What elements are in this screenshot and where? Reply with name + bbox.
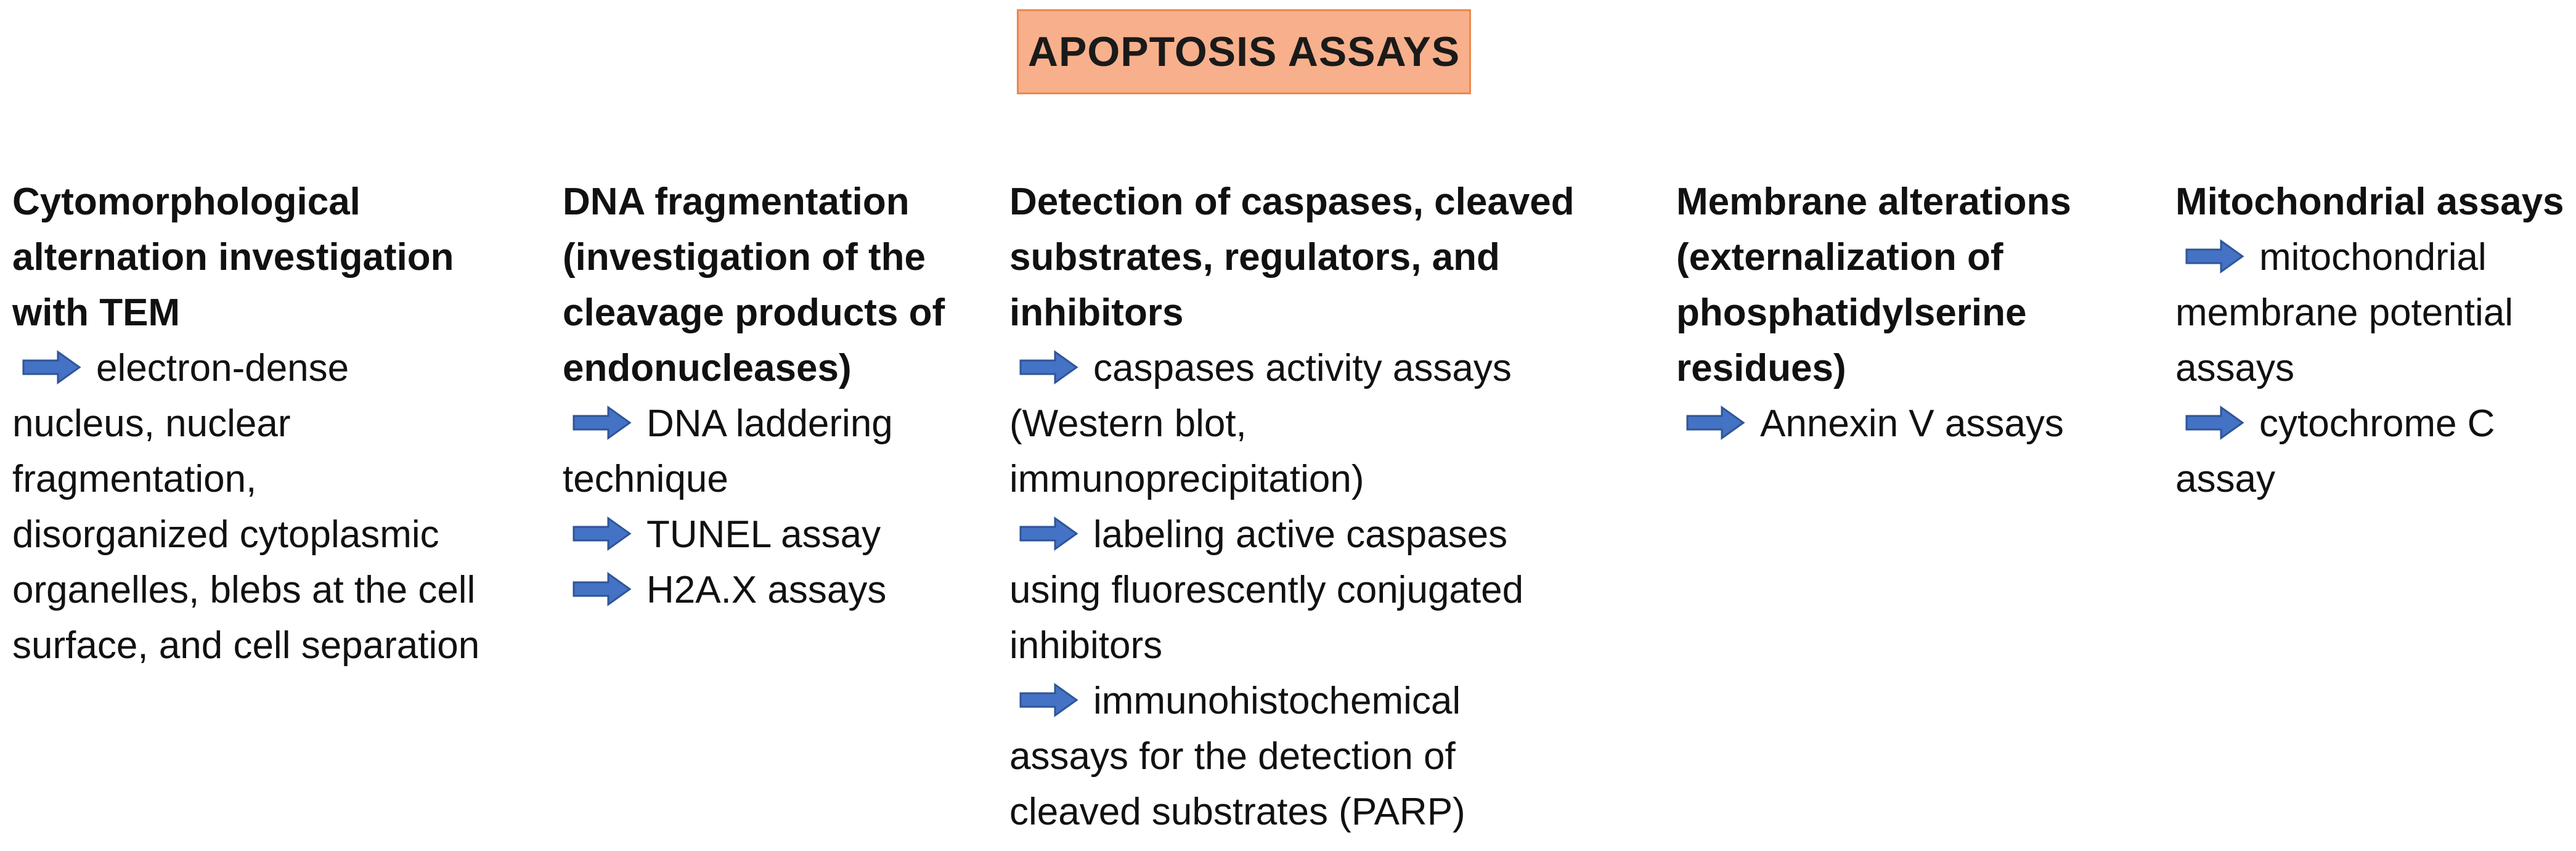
right-arrow-icon	[2185, 239, 2244, 274]
assay-item	[1009, 341, 1626, 507]
heading-line: substrates, regulators, and	[1009, 236, 1500, 279]
item-line: membrane potential	[2175, 291, 2513, 334]
heading-line: inhibitors	[1009, 291, 1184, 334]
item-line: electron-dense	[12, 341, 555, 396]
assay-item	[12, 341, 555, 674]
column-heading	[12, 174, 555, 341]
heading-line: phosphatidylserine	[1676, 291, 2027, 334]
item-line: Annexin V assays	[1676, 396, 2145, 452]
right-arrow-icon	[1019, 683, 1078, 717]
item-line: technique	[563, 458, 728, 500]
assay-item	[563, 396, 994, 507]
heading-line: Detection of caspases, cleaved	[1009, 181, 1575, 223]
column-heading	[1009, 174, 1626, 341]
column-mitochondrial-assays	[2175, 174, 2570, 507]
title-box	[1017, 9, 1471, 94]
item-line: surface, and cell separation	[12, 624, 480, 667]
assay-item	[1009, 507, 1626, 674]
item-line: using fluorescently conjugated	[1009, 569, 1524, 611]
right-arrow-icon	[1019, 516, 1078, 551]
item-line: H2A.X assays	[563, 563, 994, 618]
right-arrow-icon	[573, 516, 632, 551]
item-line: cytochrome C	[2175, 396, 2570, 452]
column-dna-fragmentation	[563, 174, 994, 618]
column-heading	[2175, 174, 2570, 230]
column-cytomorphological	[12, 174, 555, 674]
item-line: (Western blot,	[1009, 402, 1247, 445]
right-arrow-icon	[1686, 405, 1745, 440]
heading-line: endonucleases)	[563, 347, 852, 389]
assay-item	[1009, 674, 1626, 840]
assay-item	[2175, 230, 2570, 396]
item-line: assay	[2175, 458, 2275, 500]
item-line: organelles, blebs at the cell	[12, 569, 476, 611]
item-line: labeling active caspases	[1009, 507, 1626, 563]
item-line: nucleus, nuclear	[12, 402, 291, 445]
right-arrow-icon	[2185, 405, 2244, 440]
diagram-title: APOPTOSIS ASSAYS	[1027, 28, 1461, 75]
assay-item	[563, 563, 994, 618]
column-caspases	[1009, 174, 1626, 840]
item-line: immunohistochemical	[1009, 674, 1626, 729]
heading-line: alternation investigation	[12, 236, 454, 279]
right-arrow-icon	[22, 350, 81, 385]
heading-line: (externalization of	[1676, 236, 2003, 279]
right-arrow-icon	[573, 572, 632, 606]
item-line: fragmentation,	[12, 458, 257, 500]
assay-item	[2175, 396, 2570, 507]
heading-line: Mitochondrial assays	[2175, 181, 2564, 223]
item-line: inhibitors	[1009, 624, 1163, 667]
column-heading	[563, 174, 994, 396]
heading-line: with TEM	[12, 291, 181, 334]
heading-line: (investigation of the	[563, 236, 926, 279]
heading-line: cleavage products of	[563, 291, 945, 334]
item-line: disorganized cytoplasmic	[12, 513, 439, 556]
heading-line: Cytomorphological	[12, 181, 361, 223]
item-line: assays	[2175, 347, 2294, 389]
assay-item	[563, 507, 994, 563]
heading-line: Membrane alterations	[1676, 181, 2071, 223]
heading-line: DNA fragmentation	[563, 181, 910, 223]
item-line: assays for the detection of	[1009, 735, 1456, 778]
item-line: TUNEL assay	[563, 507, 994, 563]
item-line: caspases activity assays	[1009, 341, 1626, 396]
column-membrane-alterations	[1676, 174, 2145, 452]
item-line: DNA laddering	[563, 396, 994, 452]
assay-item	[1676, 396, 2145, 452]
item-line: immunoprecipitation)	[1009, 458, 1364, 500]
right-arrow-icon	[573, 405, 632, 440]
column-heading	[1676, 174, 2145, 396]
item-line: cleaved substrates (PARP)	[1009, 791, 1465, 833]
item-line: mitochondrial	[2175, 230, 2570, 285]
right-arrow-icon	[1019, 350, 1078, 385]
heading-line: residues)	[1676, 347, 1846, 389]
